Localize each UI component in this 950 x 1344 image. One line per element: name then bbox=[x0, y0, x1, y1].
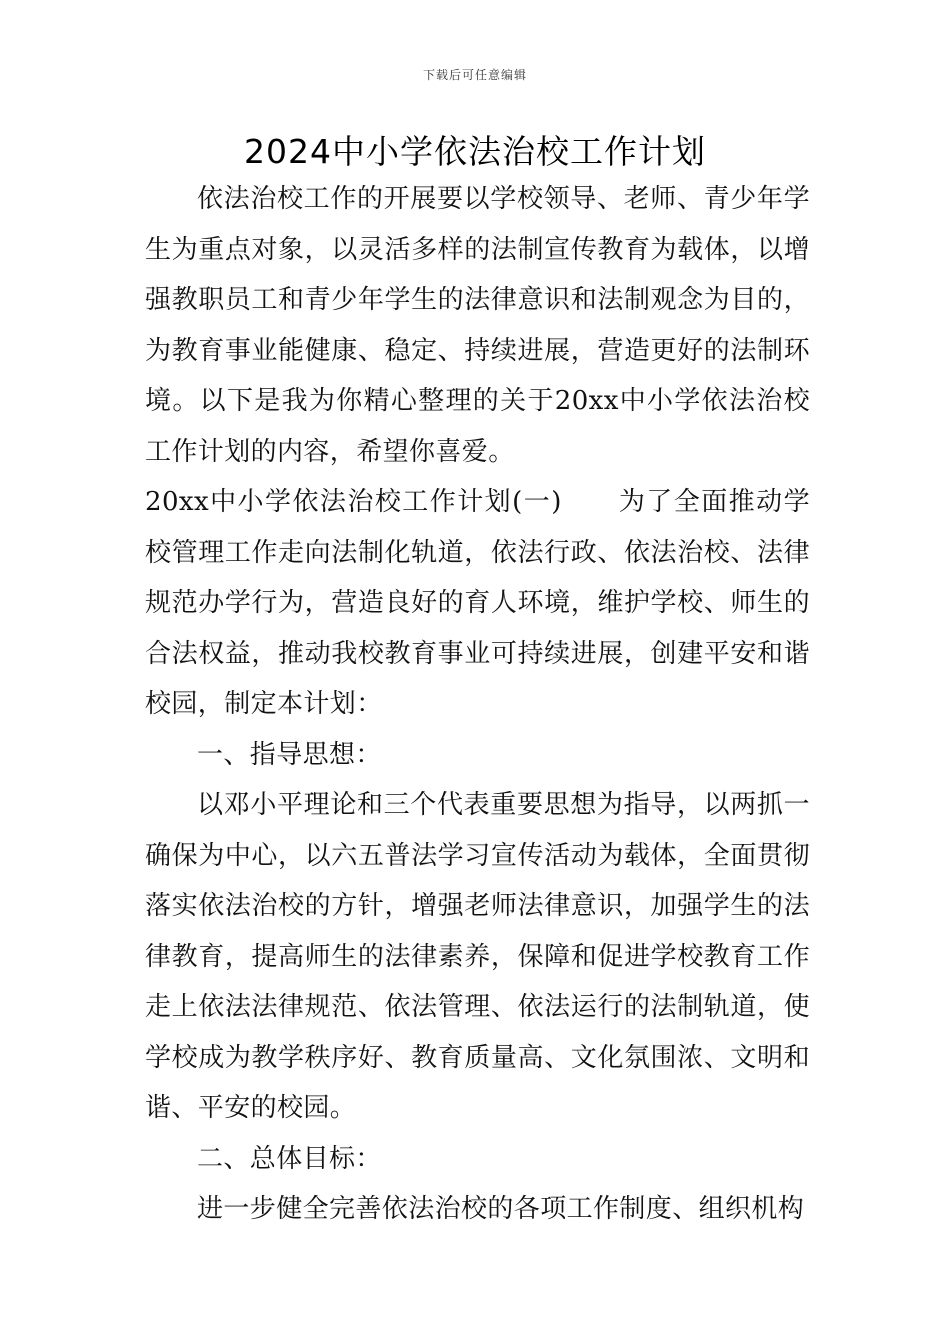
header-note: 下载后可任意编辑 bbox=[422, 68, 527, 82]
plan-text: 为了全面推动学校管理工作走向法制化轨道，依法行政、依法治校、法律规范办学行为，营造良好的育人环境，维护学校、师生的合法权益，推动我校教育事业可持续进展，创建平安和谐校园，制定本计划： bbox=[145, 487, 810, 719]
document-title: 2024中小学依法治校工作计划 bbox=[244, 132, 706, 171]
section-paragraph-overall-goals: 进一步健全完善依法治校的各项工作制度、组织机构 bbox=[197, 1194, 805, 1224]
plan-heading: 20xx中小学依法治校工作计划(一) bbox=[145, 487, 562, 517]
section-paragraph-guiding-ideology: 以邓小平理论和三个代表重要思想为指导，以两抓一确保为中心，以六五普法学习宣传活动为载体，全面贯彻落实依法治校的方针，增强老师法律意识，加强学生的法律教育，提高师生的法律素养，保障和促进学校教育工作走上依法法律规范、依法管理、依法运行的法制轨道，使学校成为教学秩序好、教育质量高、文化氛围浓、文明和谐、平安的校园。 bbox=[145, 790, 810, 1123]
plan-paragraph bbox=[145, 477, 810, 730]
section-heading-overall-goals: 二、总体目标： bbox=[197, 1143, 382, 1174]
document-body bbox=[145, 174, 810, 1235]
section-heading-guiding-ideology: 一、指导思想： bbox=[197, 739, 382, 770]
intro-paragraph: 依法治校工作的开展要以学校领导、老师、青少年学生为重点对象，以灵活多样的法制宣传教育为载体，以增强教职员工和青少年学生的法律意识和法制观念为目的，为教育事业能健康、稳定、持续进展，营造更好的法制环境。以下是我为你精心整理的关于20xx中小学依法治校工作计划的内容，希望你喜爱。 bbox=[145, 184, 810, 467]
